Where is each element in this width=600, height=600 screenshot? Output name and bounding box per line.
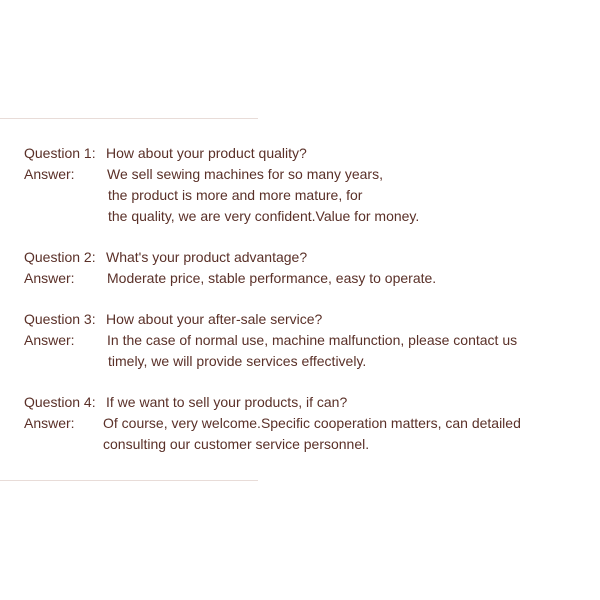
question-label: Question 2: [24, 249, 96, 265]
question-text: If we want to sell your products, if can? [106, 394, 348, 410]
answer-line: the product is more and more mature, for [108, 187, 363, 203]
answer-line: Moderate price, stable performance, easy to operate. [107, 270, 437, 286]
answer-label: Answer: [24, 166, 75, 182]
answer-line: consulting our customer service personnel. [103, 436, 370, 452]
answer-label: Answer: [24, 270, 75, 286]
answer-line: timely, we will provide services effectively. [108, 353, 367, 369]
question-label: Question 3: [24, 311, 96, 327]
answer-line: In the case of normal use, machine malfunction, please contact us [107, 332, 518, 348]
faq-item-1 [24, 143, 584, 227]
question-text: How about your product quality? [106, 145, 307, 161]
faq-item-3 [24, 309, 584, 372]
bottom-divider [0, 480, 258, 481]
top-divider [0, 118, 258, 119]
question-text: What's your product advantage? [106, 249, 308, 265]
answer-line: the quality, we are very confident.Value for money. [108, 208, 420, 224]
answer-line: Of course, very welcome.Specific cooperation matters, can detailed [103, 415, 521, 431]
answer-line: We sell sewing machines for so many years, [107, 166, 383, 182]
question-label: Question 4: [24, 394, 96, 410]
answer-label: Answer: [24, 332, 75, 348]
faq-item-2 [24, 247, 584, 289]
question-label: Question 1: [24, 145, 96, 161]
question-text: How about your after-sale service? [106, 311, 323, 327]
faq-item-4 [24, 392, 584, 455]
answer-label: Answer: [24, 415, 75, 431]
